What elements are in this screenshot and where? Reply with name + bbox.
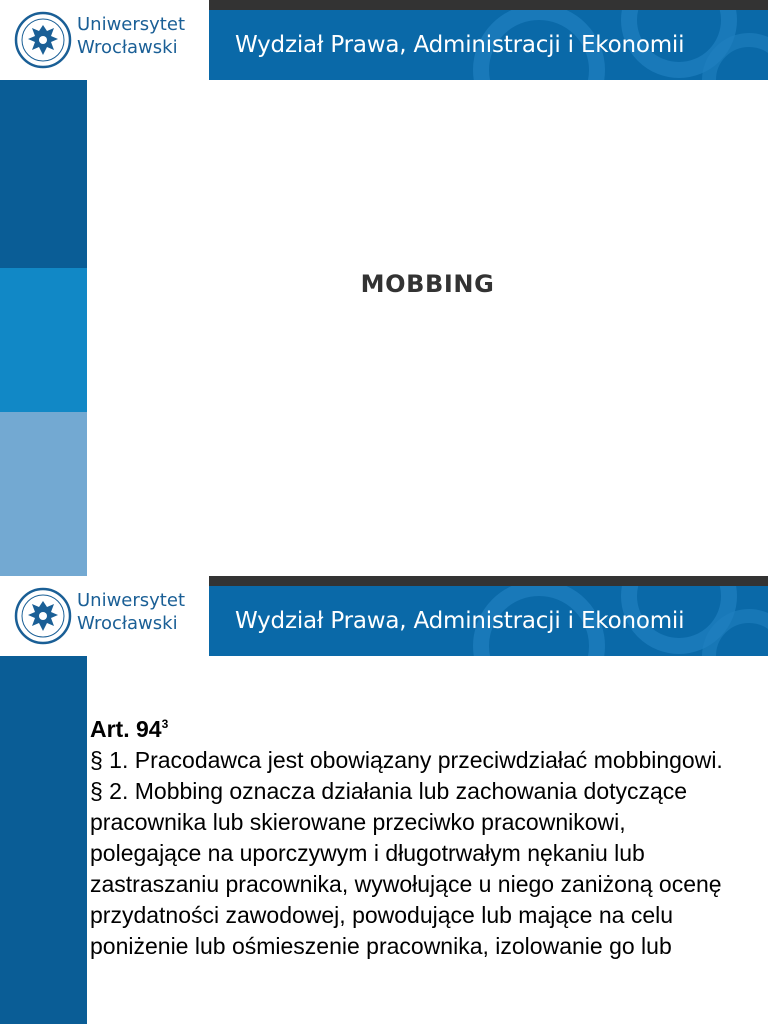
university-name-line1: Uniwersytet <box>77 14 185 35</box>
faculty-banner <box>209 586 768 656</box>
university-name-line2: Wrocławski <box>77 613 178 634</box>
header-top-bar <box>209 576 768 586</box>
article-paragraph-2: § 2. Mobbing oznacza działania lub zachowania dotyczące pracownika lub skierowane przeciwko pracownikowi, polegające na uporczywym i długotrwałym nękaniu lub zastraszaniu pracownika, wywołujące u niego zaniżoną ocenę przydatności zawodowej, powodujące lub mające na celu poniżenie lub ośmieszenie pracownika, izolowanie go lub <box>90 778 722 959</box>
article-paragraph-1: § 1. Pracodawca jest obowiązany przeciwdziałać mobbingowi. <box>90 747 723 773</box>
faculty-title: Wydział Prawa, Administracji i Ekonomii <box>235 32 685 58</box>
article-label: Art. 94 <box>90 716 162 742</box>
sidebar-block-mid <box>0 268 87 412</box>
article-superscript: 3 <box>161 717 169 731</box>
slide-title: MOBBING <box>360 270 495 298</box>
header-top-bar <box>209 0 768 10</box>
slide-2 <box>0 576 768 1024</box>
slide-header <box>0 576 768 656</box>
university-logo <box>0 576 209 656</box>
university-name-line1: Uniwersytet <box>77 590 185 611</box>
slide-header <box>0 0 768 80</box>
sidebar-block-dark <box>0 80 87 268</box>
sidebar-block-light <box>0 412 87 576</box>
article-text <box>90 709 730 962</box>
faculty-banner <box>209 10 768 80</box>
university-seal-icon <box>14 11 72 69</box>
university-seal-icon <box>14 587 72 645</box>
university-name-line2: Wrocławski <box>77 37 178 58</box>
sidebar-block-dark <box>0 656 87 1024</box>
university-logo <box>0 0 209 80</box>
article-heading <box>90 709 730 745</box>
faculty-title: Wydział Prawa, Administracji i Ekonomii <box>235 608 685 634</box>
